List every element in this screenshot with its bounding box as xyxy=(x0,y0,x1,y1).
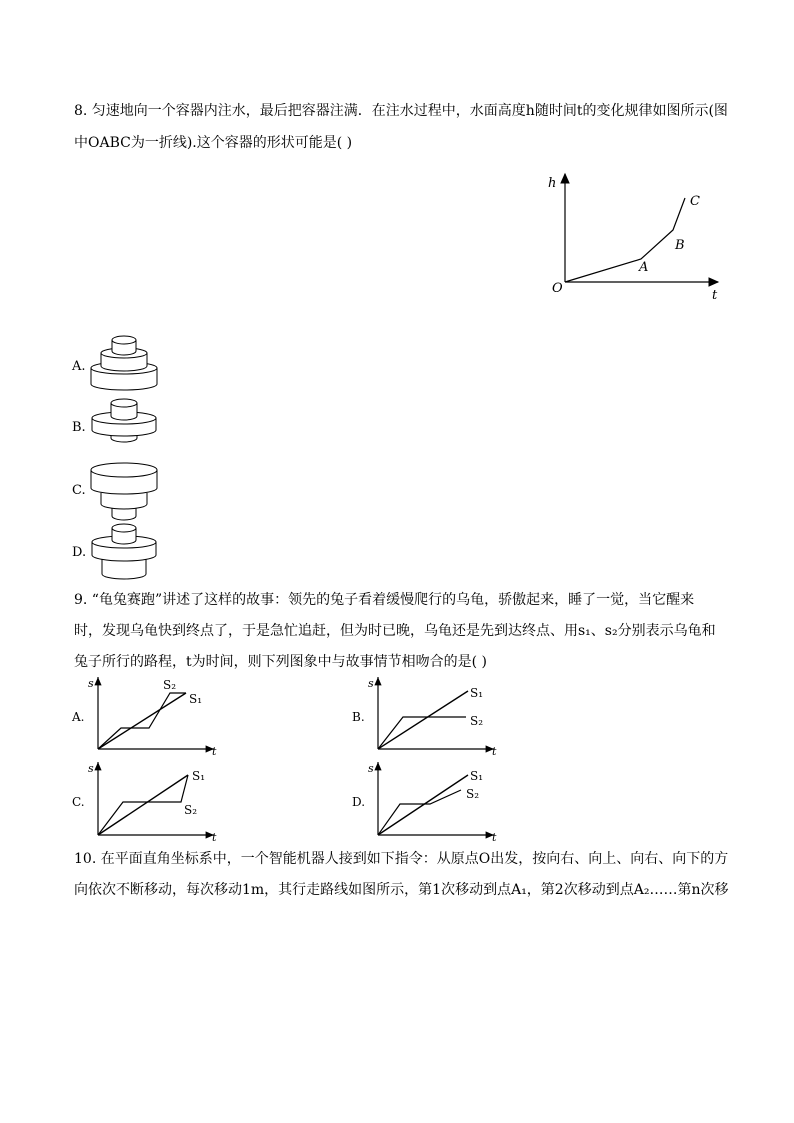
q8-option-d-label: D. xyxy=(72,545,87,560)
svg-text:S₂: S₂ xyxy=(184,803,198,817)
q9-b-label: B. xyxy=(352,710,365,724)
q8-text-line-2: 中OABC为一折线).这个容器的形状可能是( ) xyxy=(74,135,353,151)
h-label: h xyxy=(548,176,557,191)
q8-option-b-label: B. xyxy=(72,420,86,435)
q9-a-label: A. xyxy=(72,710,85,724)
svg-text:s: s xyxy=(368,677,374,690)
q9-graph-a xyxy=(68,673,228,755)
q8-water-height-graph xyxy=(540,168,740,308)
svg-text:S₁: S₁ xyxy=(470,769,484,783)
svg-text:s: s xyxy=(88,762,94,775)
q9-graph-d xyxy=(348,758,508,842)
container-c-image xyxy=(88,458,160,522)
q9-b-s1-line xyxy=(378,691,468,749)
svg-text:S₁: S₁ xyxy=(189,692,203,706)
q9-text-line-3: 兔子所行的路程，t为时间，则下列图象中与故事情节相吻合的是( ) xyxy=(74,654,487,670)
q9-graph-c xyxy=(68,758,228,842)
b-label: B xyxy=(675,238,685,253)
svg-text:S₂: S₂ xyxy=(163,678,177,692)
container-b-image xyxy=(88,398,160,444)
q9-d-label: D. xyxy=(352,795,366,809)
q9-d-s2-line xyxy=(378,790,461,835)
svg-text:S₂: S₂ xyxy=(466,787,480,801)
container-d-image xyxy=(88,522,160,582)
q10-text-line-2: 向依次不断移动，每次移动1m，其行走路线如图所示，第1次移动到点A₁，第2次移动到点A₂……第n次移 xyxy=(74,882,729,898)
q9-c-label: C. xyxy=(72,795,85,809)
q9-c-s1-line xyxy=(98,775,188,835)
t-label: t xyxy=(712,288,718,303)
c-label: C xyxy=(690,194,700,209)
q9-b-s2-line xyxy=(378,717,466,749)
q9-text-line-1: 9. “龟兔赛跑”讲述了这样的故事：领先的兔子看着缓慢爬行的乌龟，骄傲起来，睡了一觉，当它醒来 xyxy=(74,592,695,608)
svg-text:t: t xyxy=(492,745,497,755)
svg-text:S₁: S₁ xyxy=(192,769,206,783)
svg-text:t: t xyxy=(212,745,217,755)
q8-option-a-label: A. xyxy=(72,359,86,374)
svg-text:S₁: S₁ xyxy=(470,686,484,700)
oabc-polyline xyxy=(565,198,685,282)
q9-graph-b xyxy=(348,673,508,755)
q9-text-line-2: 时，发现乌龟快到终点了，于是急忙追赶，但为时已晚，乌龟还是先到达终点、用s₁、s₂分别表示乌龟和 xyxy=(74,623,716,639)
q10-text-line-1: 10. 在平面直角坐标系中，一个智能机器人接到如下指令：从原点O出发，按向右、向上、向右、向下的方 xyxy=(74,851,729,867)
svg-text:t: t xyxy=(212,831,217,842)
svg-text:s: s xyxy=(88,677,94,690)
svg-text:s: s xyxy=(368,762,374,775)
q9-d-s1-line xyxy=(378,775,468,835)
svg-text:S₂: S₂ xyxy=(470,714,484,728)
svg-text:t: t xyxy=(492,831,497,842)
o-label: O xyxy=(552,281,563,296)
q8-option-c-label: C. xyxy=(72,483,86,498)
container-a-image xyxy=(88,334,160,396)
q8-text-line-1: 8. 匀速地向一个容器内注水，最后把容器注满．在注水过程中，水面高度h随时间t的变化规律如图所示(图 xyxy=(74,103,728,119)
q9-a-s1-line xyxy=(98,693,186,749)
a-label: A xyxy=(639,260,649,275)
